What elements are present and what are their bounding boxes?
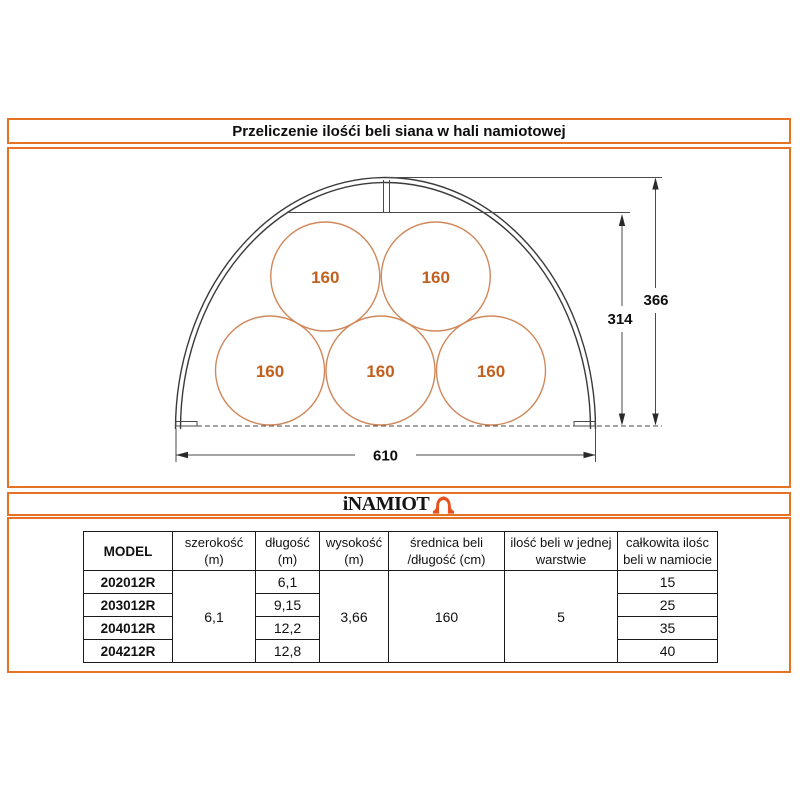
bale-diameter-label: 160	[476, 362, 506, 381]
logo-text: iNAMIOT	[342, 493, 430, 515]
width-dimension-label: 610	[372, 447, 399, 465]
title-bar	[7, 118, 791, 144]
cell-dlugosc: 12,2	[256, 617, 320, 640]
bale-diameter-label: 160	[255, 362, 285, 381]
cell-srednica-merged: 160	[389, 571, 505, 663]
total-height-dimension-label: 366	[643, 292, 669, 309]
inner-height-dimension-label: 314	[607, 311, 633, 328]
col-header-dlugosc: długość (m)	[256, 532, 320, 571]
cell-model: 204212R	[84, 640, 173, 663]
cell-dlugosc: 12,8	[256, 640, 320, 663]
bale-diameter-label: 160	[421, 268, 450, 287]
col-header-wysokosc: wysokość (m)	[320, 532, 389, 571]
col-header-szerokosc: szerokość (m)	[173, 532, 256, 571]
col-header-srednica: średnica beli /długość (cm)	[389, 532, 505, 571]
cell-szerokosc-merged: 6,1	[173, 571, 256, 663]
spec-table	[83, 531, 718, 663]
cell-wysokosc-merged: 3,66	[320, 571, 389, 663]
cell-model: 204012R	[84, 617, 173, 640]
table-row	[84, 571, 718, 594]
page-title: Przeliczenie ilośći beli siana w hali namiotowej	[232, 122, 566, 140]
cell-total: 15	[618, 571, 718, 594]
table-header-row	[84, 532, 718, 571]
bale-diameter-label: 160	[366, 362, 395, 381]
diagram-frame	[7, 147, 791, 488]
cell-model: 202012R	[84, 571, 173, 594]
bale-diameter-label: 160	[311, 268, 340, 287]
cell-total: 40	[618, 640, 718, 663]
cell-dlugosc: 6,1	[256, 571, 320, 594]
cell-total: 25	[618, 594, 718, 617]
tent-arch-icon	[432, 494, 455, 515]
cell-total: 35	[618, 617, 718, 640]
col-header-model: MODEL	[84, 532, 173, 571]
cell-model: 203012R	[84, 594, 173, 617]
col-header-warstwa: ilość beli w jednej warstwie	[505, 532, 618, 571]
cell-dlugosc: 9,15	[256, 594, 320, 617]
col-header-calkowita: całkowita ilośc beli w namiocie	[618, 532, 718, 571]
cell-warstwa-merged: 5	[505, 571, 618, 663]
logo-bar	[7, 492, 791, 516]
